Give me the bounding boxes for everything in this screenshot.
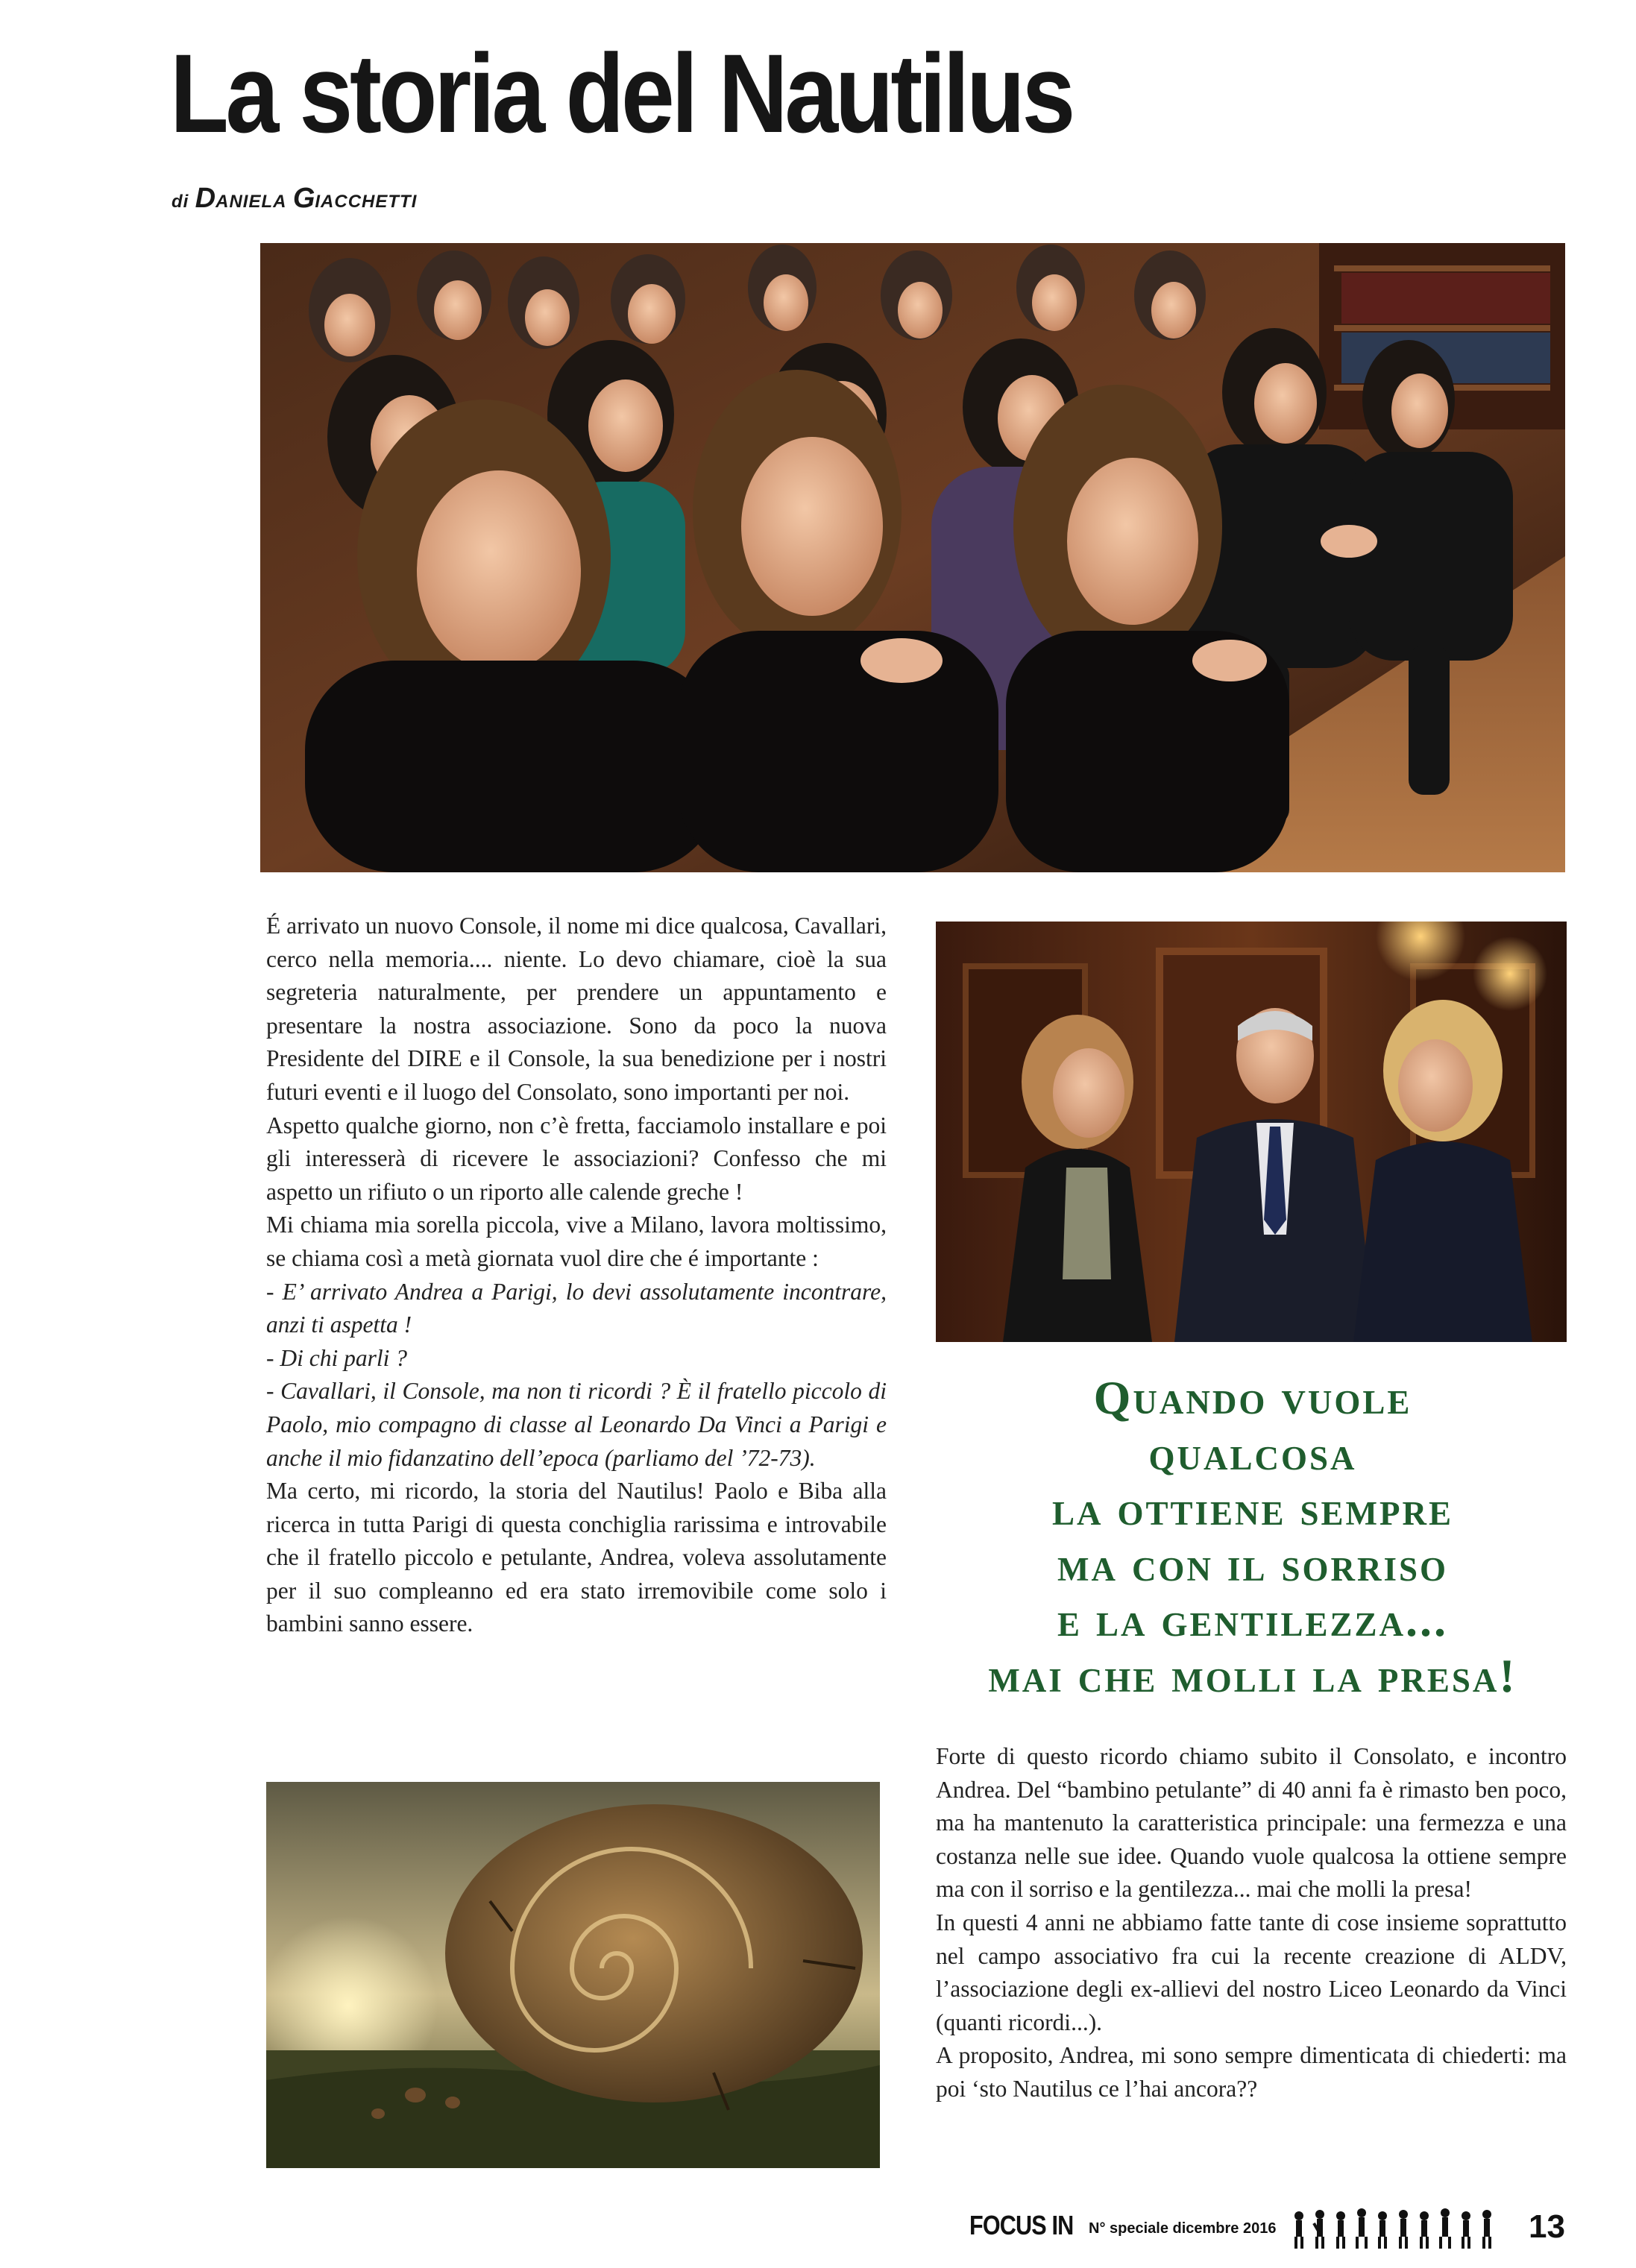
pull-quote-line: ma con il sorriso bbox=[1057, 1537, 1449, 1591]
magazine-name: FOCUS IN bbox=[969, 2210, 1074, 2240]
byline-first-rest: ANIELA bbox=[215, 192, 287, 212]
issue-info: N° speciale dicembre 2016 bbox=[1089, 2220, 1277, 2237]
pull-quote-line: mai che molli la presa! bbox=[988, 1648, 1517, 1702]
article-column-right bbox=[936, 1740, 1567, 2106]
paragraph: Ma certo, mi ricordo, la storia del Nautilus! Paolo e Biba alla ricerca in tutta Parigi di questa conchiglia rarissima e introvabile che il fratello piccolo e petulante, Andrea, voleva assolutamente per il suo compleanno ed era stato irremovibile come solo i bambini sanno essere. bbox=[266, 1478, 887, 1637]
nautilus-illustration bbox=[266, 1782, 880, 2168]
byline-first-initial: D bbox=[195, 183, 216, 214]
paragraph: Forte di questo ricordo chiamo subito il Consolato, e incontro Andrea. Del “bambino petulante” di 40 anni fa è rimasto ben poco, ma ha mantenuto la caratteristica principale: una fermezza e una costanza nelle sue idee. Quando vuole qualcosa la ottiene sempre ma con il sorriso e la gentilezza... mai che molli la presa! bbox=[936, 1743, 1567, 1903]
article-byline bbox=[172, 183, 417, 215]
pull-quote-line: Quando vuole bbox=[1093, 1371, 1412, 1424]
dialogue-line: - Cavallari, il Console, ma non ti ricordi ? È il fratello piccolo di Paolo, mio compagno di classe al Leonardo Da Vinci a Parigi e anche il mio fidanzatino dell’epoca (parliamo del ’72-73). bbox=[266, 1378, 887, 1471]
article-title: La storia del Nautilus bbox=[170, 31, 1073, 156]
page-number: 13 bbox=[1529, 2208, 1565, 2245]
paragraph: A proposito, Andrea, mi sono sempre dimenticata di chiederti: ma poi ‘sto Nautilus ce l’hai ancora?? bbox=[936, 2042, 1567, 2102]
pull-quote-line: e la gentilezza... bbox=[1057, 1593, 1449, 1646]
byline-last-rest: IACCHETTI bbox=[315, 192, 418, 212]
paragraph: Aspetto qualche giorno, non c’è fretta, facciamolo installare e poi gli interesserà di ricevere le associazioni? Confesso che mi aspetto un rifiuto o un riporto alle calende greche ! bbox=[266, 1112, 887, 1205]
article-column-left bbox=[266, 910, 887, 1641]
audience-photo bbox=[260, 243, 1565, 872]
dancing-figures-icon bbox=[1290, 2208, 1499, 2250]
paragraph: In questi 4 anni ne abbiamo fatte tante di cose insieme soprattutto nel campo associativo fra cui la recente creazione di ALDV, l’associazione degli ex-allievi del nostro Liceo Leonardo da Vinci (quanti ricordi...). bbox=[936, 1909, 1567, 2035]
byline-last-initial: G bbox=[292, 183, 315, 214]
paragraph: É arrivato un nuovo Console, il nome mi dice qualcosa, Cavallari, cerco nella memoria.... niente. Lo devo chiamare, cioè la sua segreteria naturalmente, per prendere un appuntamento e presentare la nostra associazione. Sono da poco la nuova Presidente del DIRE e il Console, la sua benedizione per i nostri futuri eventi e il luogo del Consolato, sono importanti per noi. bbox=[266, 913, 887, 1105]
pull-quote bbox=[913, 1370, 1592, 1704]
paragraph: Mi chiama mia sorella piccola, vive a Milano, lavora moltissimo, se chiama così a metà giornata vuol dire che é importante : bbox=[266, 1212, 887, 1271]
dialogue-line: - E’ arrivato Andrea a Parigi, lo devi assolutamente incontrare, anzi ti aspetta ! bbox=[266, 1278, 887, 1338]
dialogue-line: - Di chi parli ? bbox=[266, 1344, 407, 1371]
byline-prefix: di bbox=[172, 192, 189, 212]
page-footer bbox=[969, 2208, 1603, 2253]
pull-quote-line: la ottiene sempre bbox=[1051, 1482, 1454, 1535]
pull-quote-line: qualcosa bbox=[1148, 1426, 1357, 1480]
consul-photo bbox=[936, 922, 1567, 1342]
